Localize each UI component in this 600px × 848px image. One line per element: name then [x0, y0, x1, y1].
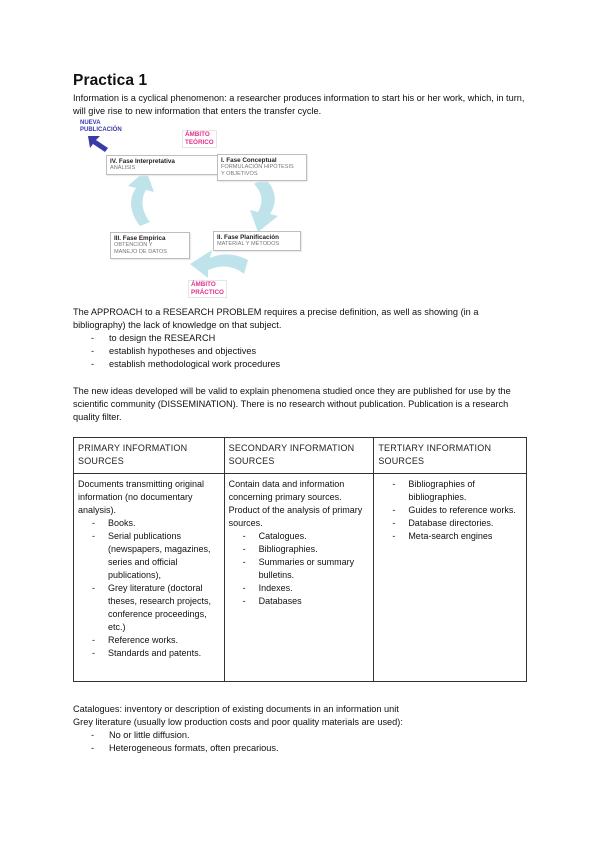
primary-intro: Documents transmitting original information (no documentary analysis). — [78, 479, 205, 515]
page-title: Practica 1 — [73, 72, 148, 89]
research-cycle-diagram — [78, 118, 318, 304]
secondary-cell — [224, 474, 374, 682]
secondary-list — [229, 530, 370, 608]
list-item: - Meta-search engines — [378, 530, 522, 543]
phase-i-box: I. Fase Conceptual FORMULACIÓN HIPÓTESIS Y OBJETIVOS — [217, 154, 307, 181]
approach-section — [73, 306, 533, 371]
phase-iv-box: IV. Fase Interpretativa ANÁLISIS — [106, 155, 222, 175]
information-sources-table — [73, 437, 527, 682]
header-tertiary: TERTIARY INFORMATION SOURCES — [374, 438, 527, 474]
dissemination-paragraph: The new ideas developed will be valid to explain phenomena studied once they are published for use by the scientific community (DISSEMINATION). There is no research without publication. Publication is a research quality filter. — [73, 386, 511, 422]
list-item: - Summaries or summary bulletins. — [229, 556, 370, 582]
tertiary-cell — [374, 474, 527, 682]
list-item: - Serial publications (newspapers, magazines, series and official publications), — [78, 530, 220, 582]
catalogues-note: Catalogues: inventory or description of existing documents in an information unit — [73, 704, 399, 714]
ambito-practico-label: ÁMBITO PRÁCTICO — [188, 280, 227, 298]
notes-section — [73, 703, 533, 755]
list-item: - establish methodological work procedures — [73, 358, 533, 371]
header-primary: PRIMARY INFORMATION SOURCES — [74, 438, 225, 474]
primary-cell — [74, 474, 225, 682]
secondary-intro: Contain data and information concerning primary sources. Product of the analysis of primary sources. — [228, 479, 363, 528]
table-header-row — [74, 438, 527, 474]
new-publication-label: NUEVA PUBLICACIÓN — [80, 120, 122, 133]
table-row — [74, 474, 527, 682]
list-item: - Catalogues. — [229, 530, 370, 543]
list-item: - Heterogeneous formats, often precarious. — [73, 742, 533, 755]
list-item: - Books. — [78, 517, 220, 530]
list-item: - Indexes. — [229, 582, 370, 595]
list-item: - Grey literature (doctoral theses, research projects, conference proceedings, etc.) — [78, 582, 220, 634]
ambito-teorico-label: ÁMBITO TEÓRICO — [182, 130, 217, 148]
approach-paragraph: The APPROACH to a RESEARCH PROBLEM requires a precise definition, as well as showing (in a bibliography) the lack of knowledge on that subject. — [73, 307, 479, 330]
list-item: - Bibliographies. — [229, 543, 370, 556]
list-item: - to design the RESEARCH — [73, 332, 533, 345]
list-item: - Guides to reference works. — [378, 504, 522, 517]
list-item: - Reference works. — [78, 634, 220, 647]
phase-iii-box: III. Fase Empírica OBTENCIÓN Y MANEJO DE DATOS — [110, 232, 190, 259]
grey-literature-note: Grey literature (usually low production costs and poor quality materials are used): — [73, 717, 403, 727]
header-secondary: SECONDARY INFORMATION SOURCES — [224, 438, 374, 474]
primary-list — [78, 517, 220, 660]
list-item: - No or little diffusion. — [73, 729, 533, 742]
grey-literature-list — [73, 729, 533, 755]
list-item: - Database directories. — [378, 517, 522, 530]
approach-list — [73, 332, 533, 371]
list-item: - establish hypotheses and objectives — [73, 345, 533, 358]
list-item: - Bibliographies of bibliographies. — [378, 478, 522, 504]
tertiary-list — [378, 478, 522, 543]
list-item: - Standards and patents. — [78, 647, 220, 660]
intro-paragraph: Information is a cyclical phenomenon: a researcher produces information to start his or her work, which, in turn, will give rise to new information that enters the transfer cycle. — [73, 93, 525, 116]
list-item: - Databases — [229, 595, 370, 608]
phase-ii-box: II. Fase Planificación MATERIAL Y MÉTODOS — [213, 231, 301, 251]
